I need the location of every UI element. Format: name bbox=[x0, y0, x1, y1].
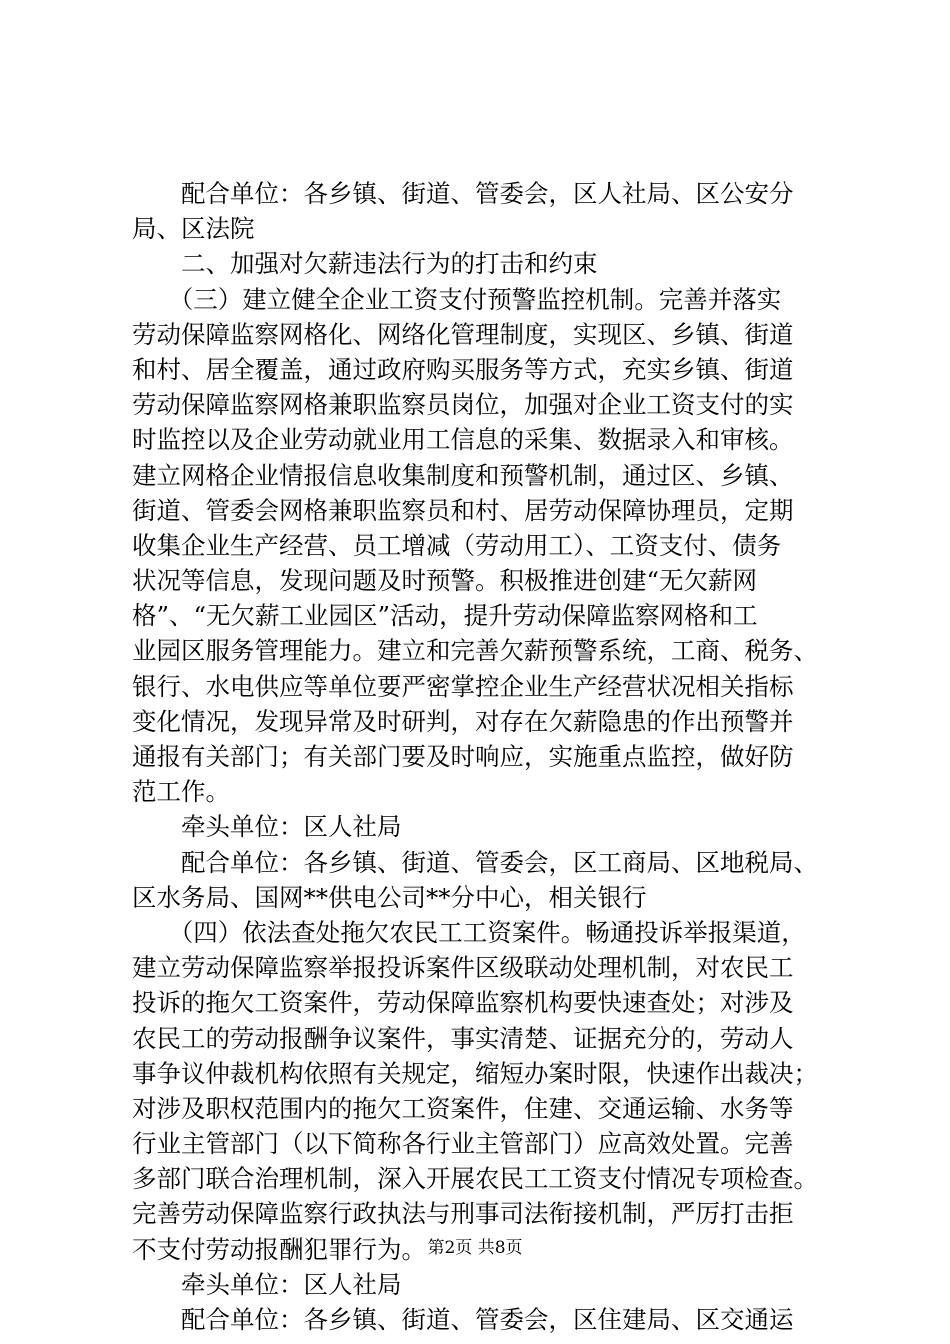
page-footer: 第2页 共8页 bbox=[427, 1238, 523, 1258]
document-body bbox=[132, 176, 856, 1337]
text-line: （四）依法查处拖欠农民工工资案件。畅通投诉举报渠道， bbox=[132, 917, 806, 947]
text-line: 多部门联合治理机制，深入开展农民工工资支付情况专项检查。 bbox=[132, 1164, 818, 1194]
text-line: 建立网格企业情报信息收集制度和预警机制，通过区、乡镇、 bbox=[132, 460, 794, 490]
text-line: 建立劳动保障监察举报投诉案件区级联动处理机制，对农民工 bbox=[132, 953, 794, 983]
text-line: 事争议仲裁机构依照有关规定，缩短办案时限，快速作出裁决； bbox=[132, 1058, 818, 1088]
text-line: 业园区服务管理能力。建立和完善欠薪预警系统，工商、税务、 bbox=[132, 636, 818, 666]
text-line: 配合单位：各乡镇、街道、管委会，区住建局、区交通运 bbox=[132, 1305, 794, 1334]
text-line: 牵头单位：区人社局 bbox=[132, 812, 402, 842]
text-line: 街道、管委会网格兼职监察员和村、居劳动保障协理员，定期 bbox=[132, 495, 794, 525]
text-line: 牵头单位：区人社局 bbox=[132, 1269, 402, 1299]
text-line: 完善劳动保障监察行政执法与刑事司法衔接机制，严厉打击拒 bbox=[132, 1199, 794, 1229]
text-line: 局、区法院 bbox=[132, 214, 255, 244]
text-line: 区水务局、国网**供电公司**分中心，相关银行 bbox=[132, 882, 647, 912]
text-line: 和村、居全覆盖，通过政府购买服务等方式，充实乡镇、街道 bbox=[132, 354, 794, 384]
text-line: 通报有关部门；有关部门要及时响应，实施重点监控，做好防 bbox=[132, 742, 794, 771]
text-line: 范工作。 bbox=[132, 777, 230, 807]
text-line: 变化情况，发现异常及时研判，对存在欠薪隐患的作出预警并 bbox=[132, 706, 794, 736]
text-line: 劳动保障监察网格化、网络化管理制度，实现区、乡镇、街道 bbox=[132, 319, 794, 349]
text-line: 配合单位：各乡镇、街道、管委会，区人社局、区公安分 bbox=[132, 179, 794, 208]
text-line: 银行、水电供应等单位要严密掌控企业生产经营状况相关指标 bbox=[132, 671, 794, 701]
text-line: 行业主管部门（以下简称各行业主管部门）应高效处置。完善 bbox=[132, 1129, 794, 1159]
text-line: 对涉及职权范围内的拖欠工资案件，住建、交通运输、水务等 bbox=[132, 1093, 794, 1123]
text-line: 投诉的拖欠工资案件，劳动保障监察机构要快速查处；对涉及 bbox=[132, 988, 794, 1018]
text-line: 收集企业生产经营、员工增减（劳动用工）、工资支付、债务 bbox=[132, 530, 782, 560]
text-line: 农民工的劳动报酬争议案件，事实清楚、证据充分的，劳动人 bbox=[132, 1023, 794, 1053]
text-line: 状况等信息，发现问题及时预警。积极推进创建“无欠薪网 bbox=[132, 566, 758, 596]
text-line: 劳动保障监察网格兼职监察员岗位，加强对企业工资支付的实 bbox=[132, 390, 794, 420]
text-line: （三）建立健全企业工资支付预警监控机制。完善并落实 bbox=[132, 284, 782, 314]
text-line: 配合单位：各乡镇、街道、管委会，区工商局、区地税局、 bbox=[132, 847, 818, 877]
text-line: 格”、“无欠薪工业园区”活动，提升劳动保障监察网格和工 bbox=[132, 601, 758, 631]
text-line: 时监控以及企业劳动就业用工信息的采集、数据录入和审核。 bbox=[132, 425, 794, 455]
text-line: 不支付劳动报酬犯罪行为。 bbox=[132, 1234, 426, 1264]
text-line: 二、加强对欠薪违法行为的打击和约束 bbox=[132, 249, 598, 279]
